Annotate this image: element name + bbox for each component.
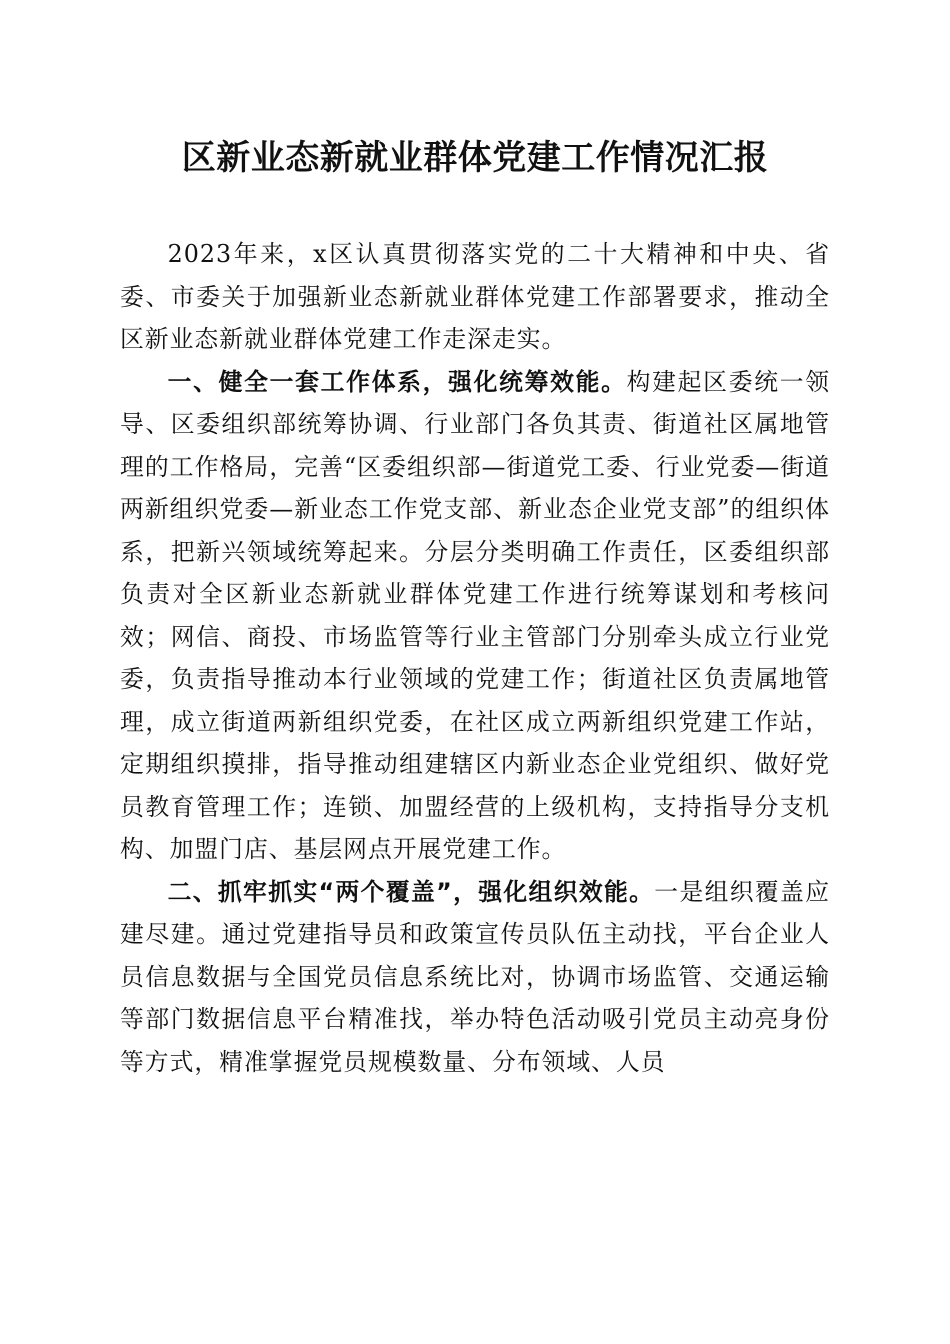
section-2-heading: 二、抓牢抓实“两个覆盖”，强化组织效能。 — [167, 877, 655, 906]
document-body — [120, 233, 830, 1083]
paragraph-intro — [120, 233, 830, 361]
paragraph-section-1 — [120, 361, 830, 871]
paragraph-intro-text: 2023年来，x区认真贯彻落实党的二十大精神和中央、省委、市委关于加强新业态新就业群体党建工作部署要求，推动全区新业态新就业群体党建工作走深走实。 — [120, 240, 830, 353]
section-1-heading: 一、健全一套工作体系，强化统筹效能。 — [167, 367, 627, 396]
section-1-text: 构建起区委统一领导、区委组织部统筹协调、行业部门各负其责、街道社区属地管理的工作格局，完善“区委组织部—街道党工委、行业党委—街道两新组织党委—新业态工作党支部、新业态企业党支部”的组织体系，把新兴领域统筹起来。分层分类明确工作责任，区委组织部负责对全区新业态新就业群体党建工作进行统筹谋划和考核问效；网信、商投、市场监管等行业主管部门分别牵头成立行业党委，负责指导推动本行业领域的党建工作；街道社区负责属地管理，成立街道两新组织党委，在社区成立两新组织党建工作站，定期组织摸排，指导推动组建辖区内新业态企业党组织、做好党员教育管理工作；连锁、加盟经营的上级机构，支持指导分支机构、加盟门店、基层网点开展党建工作。 — [120, 367, 830, 863]
paragraph-section-2 — [120, 871, 830, 1084]
section-2-text: 一是组织覆盖应建尽建。通过党建指导员和政策宣传员队伍主动找，平台企业人员信息数据与全国党员信息系统比对，协调市场监管、交通运输等部门数据信息平台精准找，举办特色活动吸引党员主动亮身份等方式，精准掌握党员规模数量、分布领域、人员 — [120, 877, 830, 1076]
document-title: 区新业态新就业群体党建工作情况汇报 — [181, 138, 769, 178]
